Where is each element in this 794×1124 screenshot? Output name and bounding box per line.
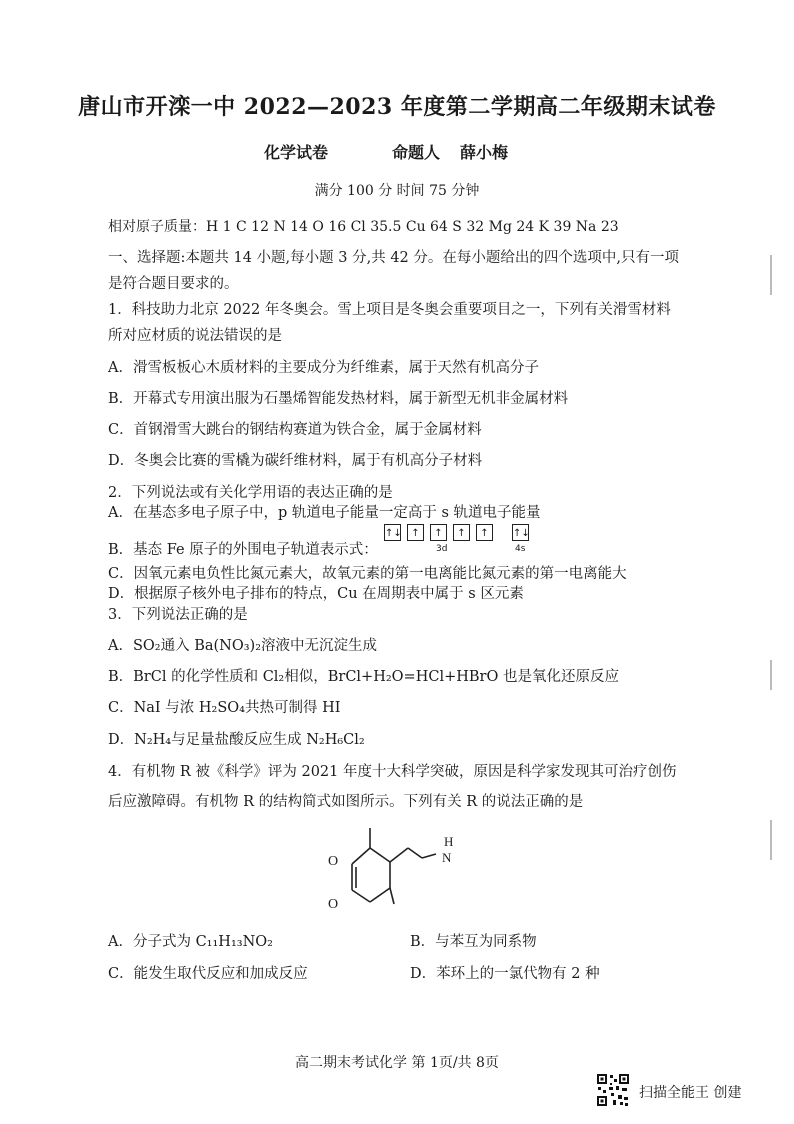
q4-option-a: A．分子式为 C₁₁H₁₃NO₂ (108, 934, 273, 950)
mol-h: H (444, 834, 454, 849)
subject-label: 化学试卷 (264, 143, 329, 162)
q3-option-b: B．BrCl 的化学性质和 Cl₂相似，BrCl+H₂O=HCl+HBrO 也是氧化还原反应 (108, 669, 619, 685)
q2-option-b: B．基态 Fe 原子的外围电子轨道表示式： (108, 542, 378, 558)
q3-stem: 3．下列说法正确的是 (108, 607, 248, 623)
scan-artifact (770, 820, 772, 860)
mol-n: N (442, 850, 452, 865)
q3-option-d: D．N₂H₄与足量盐酸反应生成 N₂H₆Cl₂ (108, 732, 365, 748)
q3-option-a: A．SO₂通入 Ba(NO₃)₂溶液中无沉淀生成 (108, 638, 378, 654)
orbital-box-3d-2: ↑ (407, 524, 424, 541)
orbital-box-3d-5: ↑ (476, 524, 493, 541)
q1-option-d: D．冬奥会比赛的雪橇为碳纤维材料，属于有机高分子材料 (108, 453, 483, 469)
q3-option-c: C．NaI 与浓 H₂SO₄共热可制得 HI (108, 700, 341, 716)
molecule-structure-figure (320, 820, 470, 920)
section-instructions-2: 是符合题目要求的。 (108, 276, 239, 292)
orbital-box-3d-4: ↑ (453, 524, 470, 541)
orbital-label-3d: 3d (436, 544, 448, 554)
qr-code-icon (596, 1073, 630, 1107)
orbital-label-4s: 4s (515, 544, 526, 554)
orbital-box-4s: ↑↓ (512, 524, 529, 541)
q4-option-b: B．与苯互为同系物 (410, 934, 537, 950)
q2-option-c: C．因氧元素电负性比氮元素大，故氧元素的第一电离能比氮元素的第一电离能大 (108, 566, 627, 582)
score-time: 满分 100 分 时间 75 分钟 (314, 183, 480, 199)
atomic-masses: 相对原子质量：H 1 C 12 N 14 O 16 Cl 35.5 Cu 64 S 32 Mg 24 K 39 Na 23 (108, 219, 619, 235)
exam-title: 唐山市开滦一中 2022—2023 年度第二学期高二年级期末试卷 (78, 94, 716, 120)
q2-option-a: A．在基态多电子原子中，p 轨道电子能量一定高于 s 轨道电子能量 (108, 505, 541, 521)
scan-artifact (770, 255, 772, 295)
author-name: 薛小梅 (460, 143, 509, 162)
q2-option-d: D．根据原子核外电子排布的特点，Cu 在周期表中属于 s 区元素 (108, 586, 524, 602)
scan-artifact (770, 660, 772, 690)
q4-stem-1: 4．有机物 R 被《科学》评为 2021 年度十大科学突破，原因是科学家发现其可治疗创伤 (108, 764, 677, 780)
author-label: 命题人 (392, 143, 441, 162)
page-footer: 高二期末考试化学 第 1页/共 8页 (295, 1055, 499, 1071)
mol-o-2: O (328, 897, 339, 912)
q1-stem-2: 所对应材质的说法错误的是 (108, 328, 282, 344)
section-instructions-1: 一、选择题:本题共 14 小题,每小题 3 分,共 42 分。在每小题给出的四个选项中,只有一项 (108, 250, 679, 266)
q1-option-c: C．首钢滑雪大跳台的钢结构赛道为铁合金，属于金属材料 (108, 422, 482, 438)
orbital-box-3d-1: ↑↓ (384, 524, 401, 541)
q4-option-d: D．苯环上的一氯代物有 2 种 (410, 966, 600, 982)
orbital-box-3d-3: ↑ (430, 524, 447, 541)
scanner-watermark: 扫描全能王 创建 (639, 1085, 742, 1101)
q4-option-c: C．能发生取代反应和加成反应 (108, 966, 308, 982)
q4-stem-2: 后应激障碍。有机物 R 的结构简式如图所示。下列有关 R 的说法正确的是 (108, 794, 584, 810)
q1-option-a: A．滑雪板板心木质材料的主要成分为纤维素，属于天然有机高分子 (108, 360, 539, 376)
mol-o-1: O (328, 854, 339, 869)
q2-stem: 2．下列说法或有关化学用语的表达正确的是 (108, 485, 393, 501)
q1-option-b: B．开幕式专用演出服为石墨烯智能发热材料，属于新型无机非金属材料 (108, 391, 569, 407)
q1-stem-1: 1．科技助力北京 2022 年冬奥会。雪上项目是冬奥会重要项目之一，下列有关滑雪材料 (108, 302, 671, 318)
